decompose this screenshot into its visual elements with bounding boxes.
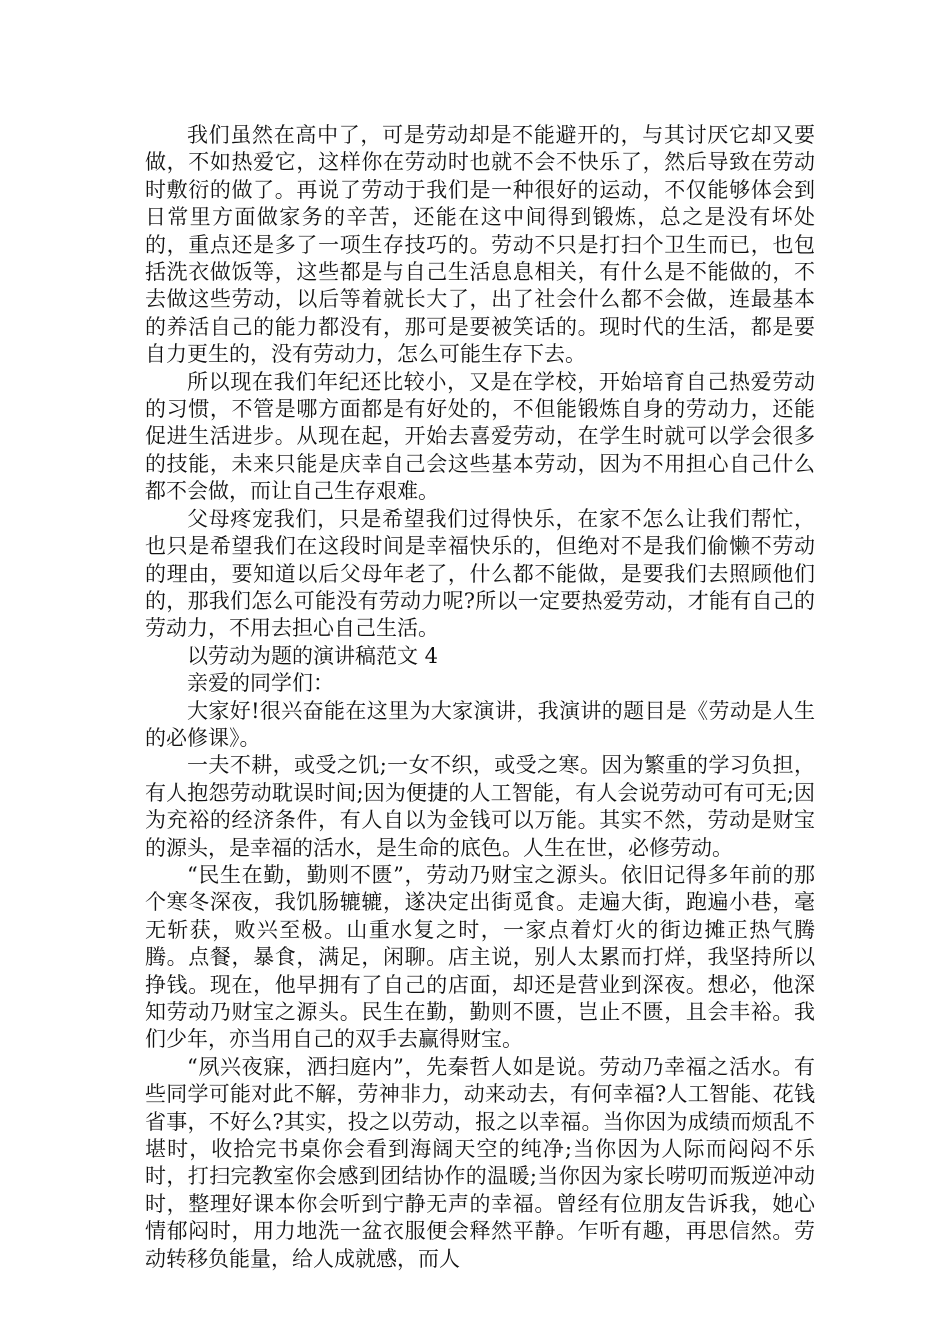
document-body xyxy=(145,122,815,1273)
paragraph-2: 所以现在我们年纪还比较小，又是在学校，开始培育自己热爱劳动的习惯，不管是哪方面都是有好处的，不但能锻炼自身的劳动力，还能促进生活进步。从现在起，开始去喜爱劳动，在学生时就可以学会很多的技能，未来只能是庆幸自己会这些基本劳动，因为不用担心自己什么都不会做，而让自己生存艰难。 xyxy=(145,369,815,504)
paragraph-5: “民生在勤，勤则不匮”，劳动乃财宝之源头。依旧记得多年前的那个寒冬深夜，我饥肠辘辘，遂决定出街觅食。走遍大街，跑遍小巷，毫无斩获，败兴至极。山重水复之时，一家点着灯火的街边摊正热气腾腾。点餐，暴食，满足，闲聊。店主说，别人太累而打烊，我坚持所以挣钱。现在，他早拥有了自己的店面，却还是营业到深夜。想必，他深知劳动乃财宝之源头。民生在勤，勤则不匮，岂止不匮，且会丰裕。我们少年，亦当用自己的双手去赢得财宝。 xyxy=(145,862,815,1052)
paragraph-greeting: 大家好!很兴奋能在这里为大家演讲，我演讲的题目是《劳动是人生的必修课》。 xyxy=(145,698,815,750)
paragraph-4: 一夫不耕，或受之饥;一女不织，或受之寒。因为繁重的学习负担，有人抱怨劳动耽误时间;因为便捷的人工智能，有人会说劳动可有可无;因为充裕的经济条件，有人自以为金钱可以万能。其实不然，劳动是财宝的源头，是幸福的活水，是生命的底色。人生在世，必修劳动。 xyxy=(145,753,815,860)
paragraph-1: 我们虽然在高中了，可是劳动却是不能避开的，与其讨厌它却又要做，不如热爱它，这样你在劳动时也就不会不快乐了，然后导致在劳动时敷衍的做了。再说了劳动于我们是一种很好的运动，不仅能够体会到日常里方面做家务的辛苦，还能在这中间得到锻炼，总之是没有坏处的，重点还是多了一项生存技巧的。劳动不只是打扫个卫生而已，也包括洗衣做饭等，这些都是与自己生活息息相关，有什么是不能做的，不去做这些劳动，以后等着就长大了，出了社会什么都不会做，连最基本的养活自己的能力都没有，那可是要被笑话的。现时代的生活，都是要自力更生的，没有劳动力，怎么可能生存下去。 xyxy=(145,123,815,367)
paragraph-6: “夙兴夜寐，洒扫庭内”，先秦哲人如是说。劳动乃幸福之活水。有些同学可能对此不解，劳神非力，动来动去，有何幸福?人工智能、花钱省事，不好么?其实，投之以劳动，报之以幸福。当你因为成绩而烦乱不堪时，收拾完书桌你会看到海阔天空的纯净;当你因为人际而闷闷不乐时，打扫完教室你会感到团结协作的温暖;当你因为家长唠叨而叛逆冲动时，整理好课本你会听到宁静无声的幸福。曾经有位朋友告诉我，她心情郁闷时，用力地洗一盆衣服便会释然平静。乍听有趣，再思信然。劳动转移负能量，给人成就感，而人 xyxy=(145,1054,815,1271)
paragraph-3: 父母疼宠我们，只是希望我们过得快乐，在家不怎么让我们帮忙，也只是希望我们在这段时间是幸福快乐的，但绝对不是我们偷懒不劳动的理由，要知道以后父母年老了，什么都不能做，是要我们去照顾他们的，那我们怎么可能没有劳动力呢?所以一定要热爱劳动，才能有自己的劳动力，不用去担心自己生活。 xyxy=(145,506,815,641)
section-title: 以劳动为题的演讲稿范文 4 xyxy=(187,643,439,668)
salutation: 亲爱的同学们： xyxy=(187,671,334,696)
